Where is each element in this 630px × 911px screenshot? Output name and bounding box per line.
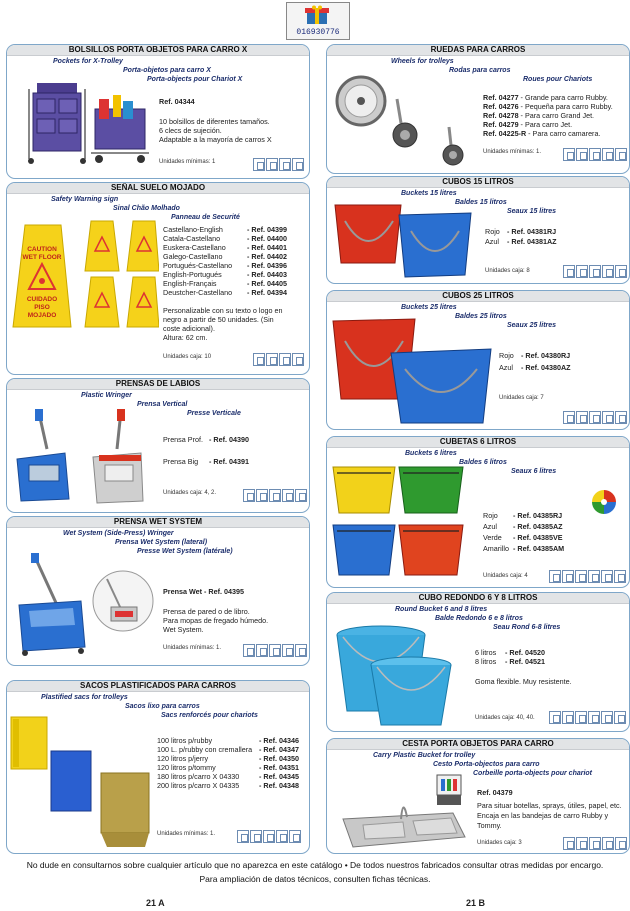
wheels-image — [331, 69, 481, 169]
title-portuguese: Baldes 6 litros — [459, 459, 507, 466]
title-french: Sacs renforcés pour chariots — [161, 712, 258, 719]
units-text: Unidades caja: 40, 40. — [475, 715, 535, 721]
title-english: Carry Plastic Bucket for trolley — [373, 752, 476, 759]
section-cubetas — [326, 436, 630, 588]
pictogram-icon — [576, 148, 588, 161]
title-french: Seaux 6 litres — [511, 468, 557, 475]
product-ref: - Ref. 04396 — [247, 261, 287, 270]
section-cubo-redondo — [326, 592, 630, 732]
product-ref: - Ref. 04399 — [247, 225, 287, 234]
pictogram-icons — [563, 411, 627, 424]
footer-note-2: Para ampliación de datos técnicos, consulten fichas técnicas. — [199, 874, 431, 884]
page-number-left: 21 A — [146, 898, 165, 908]
pictogram-icon — [589, 148, 601, 161]
sign-text: CUIDADO — [26, 296, 58, 303]
color-name: Azul — [485, 237, 499, 246]
section-sacos — [6, 680, 310, 854]
product-ref: - Ref. 04520 — [505, 648, 545, 657]
pictogram-icon — [562, 711, 574, 724]
product-ref: - Ref. 04350 — [259, 754, 299, 763]
pictogram-icon — [602, 411, 614, 424]
units-text: Unidades caja: 8 — [485, 268, 530, 274]
product-ref: - Ref. 04521 — [505, 657, 545, 666]
desc-line: Para situar botellas, sprays, útiles, papel, etc. — [477, 801, 622, 810]
section-title: SEÑAL SUELO MOJADO — [7, 183, 309, 194]
product-ref: - Ref. 04381RJ — [507, 227, 557, 236]
row-desc: - Para carro camarera. — [526, 129, 601, 138]
title-english: Buckets 25 litres — [401, 304, 457, 311]
product-ref: - Ref. 04390 — [209, 435, 249, 444]
round-buckets-image — [333, 623, 473, 729]
title-portuguese: Prensa Wet System (lateral) — [115, 539, 208, 546]
units-text: Unidades mínimas: 1. — [163, 645, 222, 651]
title-french: Corbeille porta-objects pour chariot — [473, 770, 593, 777]
product-ref: Ref. 04278 — [483, 111, 519, 120]
product-ref: Ref. 04225-R — [483, 129, 527, 138]
pockets-trolley-image — [19, 79, 154, 167]
product-ref: - Ref. 04381AZ — [507, 237, 557, 246]
section-ruedas — [326, 44, 630, 174]
units-text: Unidades caja: 3 — [477, 840, 522, 846]
pictogram-icon — [269, 644, 281, 657]
pictogram-icon — [615, 265, 627, 278]
row-desc: - Para carro Jet. — [518, 120, 573, 129]
sign-text: PISO — [34, 304, 50, 311]
color-name: Rojo — [483, 511, 498, 520]
desc-line: coste adicional). — [163, 324, 215, 333]
section-senal — [6, 182, 310, 375]
desc-line: Personalizable con su texto o logo en — [163, 306, 283, 315]
wet-system-image — [11, 553, 156, 657]
pictogram-icon — [563, 411, 575, 424]
pictogram-icon — [282, 644, 294, 657]
wheel-row — [483, 93, 608, 102]
wheel-row — [483, 120, 572, 129]
title-portuguese: Baldes 15 litros — [455, 199, 507, 206]
item-name: 180 litros p/carro X 04330 — [157, 772, 240, 781]
pictogram-icons — [243, 644, 307, 657]
color-wheel-icon — [591, 489, 617, 515]
pictogram-icon — [269, 489, 281, 502]
units-text: Unidades caja: 7 — [499, 395, 544, 401]
color-name: Verde — [483, 533, 502, 542]
wheel-row — [483, 129, 600, 138]
section-cubos-25 — [326, 290, 630, 430]
pictogram-icon — [563, 265, 575, 278]
section-title: SACOS PLASTIFICADOS PARA CARROS — [7, 681, 309, 692]
units-text: Unidades mínimas: 1. — [483, 149, 542, 155]
desc-line: 6 clecs de sujeción. — [159, 126, 222, 135]
title-portuguese: Prensa Vertical — [137, 401, 188, 408]
pictogram-icon — [562, 570, 574, 583]
pictogram-icon — [250, 830, 262, 843]
title-french: Seaux 25 litres — [507, 322, 557, 329]
size-name: 8 litros — [475, 657, 497, 666]
pictogram-icon — [549, 711, 561, 724]
lang-label: Euskera-Castellano — [163, 243, 226, 252]
product-ref: - Ref. 04380AZ — [521, 363, 571, 372]
product-ref: - Ref. 04385VE — [513, 533, 563, 542]
pictogram-icons — [563, 148, 627, 161]
page-number-right: 21 B — [466, 898, 486, 908]
trolley-sacs-image — [9, 715, 154, 849]
desc-line: Para mopas de fregado húmedo. — [163, 616, 269, 625]
title-portuguese: Sacos lixo para carros — [125, 703, 200, 710]
title-french: Seau Rond 6-8 litres — [493, 624, 561, 631]
title-english: Plastified sacs for trolleys — [41, 694, 128, 701]
sign-text: WET FLOOR — [22, 254, 62, 261]
item-name: Prensa Big — [163, 457, 199, 466]
title-english: Safety Warning sign — [51, 196, 119, 203]
buckets-6-image — [331, 463, 471, 583]
pictogram-icon — [253, 158, 265, 171]
pictogram-icon — [588, 570, 600, 583]
pictogram-icon — [292, 158, 304, 171]
product-ref: Ref. 04344 — [159, 97, 195, 106]
pictogram-icon — [279, 158, 291, 171]
desc-line: 10 bolsillos de diferentes tamaños. — [159, 117, 270, 126]
product-ref: - Ref. 04347 — [259, 745, 299, 754]
pictogram-icon — [602, 148, 614, 161]
carry-bucket-image — [333, 767, 473, 851]
title-portuguese: Baldes 25 litros — [455, 313, 507, 320]
color-name: Azul — [499, 363, 513, 372]
pictogram-icon — [243, 489, 255, 502]
title-french: Porta-objects pour Chariot X — [147, 76, 243, 83]
section-title: CUBETAS 6 LITROS — [327, 437, 629, 448]
gift-box-icon — [303, 5, 331, 25]
section-cesta — [326, 738, 630, 854]
product-ref: - Ref. 04403 — [247, 270, 287, 279]
item-name: 120 litros p/jerry — [157, 754, 209, 763]
pictogram-icon — [589, 837, 601, 850]
pictogram-icon — [602, 837, 614, 850]
wet-floor-signs-image — [9, 219, 159, 329]
wheel-row — [483, 111, 594, 120]
title-portuguese: Cesto Porta-objectos para carro — [433, 761, 540, 768]
item-name: 120 litros p/tommy — [157, 763, 216, 772]
section-title: CESTA PORTA OBJETOS PARA CARRO — [327, 739, 629, 750]
pictogram-icon — [282, 489, 294, 502]
pictogram-icons — [549, 711, 626, 724]
row-desc: - Para carro Grand Jet. — [518, 111, 595, 120]
pictogram-icon — [563, 148, 575, 161]
pictogram-icon — [256, 644, 268, 657]
pictogram-icons — [253, 353, 304, 366]
product-ref: - Ref. 04385AZ — [513, 522, 563, 531]
desc-line: Altura: 62 cm. — [163, 333, 208, 342]
desc-line: Encaja en las bandejas de carro Rubby y — [477, 811, 609, 820]
product-ref: - Ref. 04391 — [209, 457, 249, 466]
units-text: Unidades caja: 10 — [163, 354, 212, 360]
pictogram-icon — [576, 837, 588, 850]
desc-line: Goma flexible. Muy resistente. — [475, 677, 572, 686]
title-french: Panneau de Securité — [171, 214, 240, 221]
product-ref: - Ref. 04385RJ — [513, 511, 563, 520]
product-ref: - Ref. 04400 — [247, 234, 287, 243]
product-ref: - Ref. 04405 — [247, 279, 287, 288]
product-ref: - Ref. 04351 — [259, 763, 299, 772]
lang-label: Portugués-Castellano — [163, 261, 233, 270]
section-title: RUEDAS PARA CARROS — [327, 45, 629, 56]
pictogram-icon — [295, 644, 307, 657]
item-name: 200 litros p/carro X 04335 — [157, 781, 240, 790]
units-text: Unidades caja: 4, 2. — [163, 490, 217, 496]
pictogram-icons — [563, 837, 627, 850]
wringer-image — [13, 409, 153, 505]
pictogram-icon — [256, 489, 268, 502]
product-line: Prensa Wet - Ref. 04395 — [163, 587, 244, 596]
product-ref: - Ref. 04394 — [247, 288, 287, 297]
pictogram-icon — [292, 353, 304, 366]
title-french: Presse Verticale — [187, 410, 241, 417]
pictogram-icon — [589, 411, 601, 424]
product-ref: Ref. 04379 — [477, 788, 513, 797]
pictogram-icon — [576, 411, 588, 424]
size-name: 6 litros — [475, 648, 497, 657]
pictogram-icon — [602, 265, 614, 278]
units-text: Unidades mínimas: 1. — [157, 831, 216, 837]
pictogram-icons — [237, 830, 301, 843]
title-english: Pockets for X-Trolley — [53, 58, 123, 65]
section-prensas — [6, 378, 310, 513]
pictogram-icon — [276, 830, 288, 843]
pictogram-icon — [563, 837, 575, 850]
product-ref: Ref. 04279 — [483, 120, 519, 129]
row-desc: - Pequeña para carro Rubby. — [518, 102, 613, 111]
lang-label: Castellano-English — [163, 225, 223, 234]
section-title: CUBOS 15 LITROS — [327, 177, 629, 188]
section-title: CUBO REDONDO 6 Y 8 LITROS — [327, 593, 629, 604]
pictogram-icon — [266, 353, 278, 366]
title-english: Buckets 6 litres — [405, 450, 457, 457]
title-portuguese: Sinal Chão Molhado — [113, 205, 180, 212]
title-english: Plastic Wringer — [81, 392, 132, 399]
section-wet-system — [6, 516, 310, 666]
product-ref: - Ref. 04401 — [247, 243, 287, 252]
title-french: Presse Wet System (latérale) — [137, 548, 233, 555]
sign-text: CAUTION — [27, 246, 57, 253]
pictogram-icon — [614, 711, 626, 724]
item-name: Prensa Prof. — [163, 435, 203, 444]
title-portuguese: Porta-objetos para carro X — [123, 67, 211, 74]
catalog-code-badge — [286, 2, 350, 40]
wheel-row — [483, 102, 613, 111]
pictogram-icon — [615, 148, 627, 161]
pictogram-icon — [295, 489, 307, 502]
title-french: Seaux 15 litres — [507, 208, 557, 215]
title-french: Roues pour Chariots — [523, 76, 593, 83]
title-portuguese: Balde Redondo 6 e 8 litros — [435, 615, 523, 622]
pictogram-icon — [253, 353, 265, 366]
catalog-code: 016930776 — [296, 28, 340, 37]
title-english: Wet System (Side-Press) Wringer — [63, 530, 174, 537]
section-cubos-15 — [326, 176, 630, 284]
product-ref: - Ref. 04380RJ — [521, 351, 571, 360]
title-english: Wheels for trolleys — [391, 58, 454, 65]
section-title: PRENSA WET SYSTEM — [7, 517, 309, 528]
pictogram-icon — [243, 644, 255, 657]
pictogram-icons — [549, 570, 626, 583]
buckets-15-image — [331, 201, 481, 281]
pictogram-icon — [589, 265, 601, 278]
buckets-25-image — [331, 315, 496, 425]
pictogram-icon — [289, 830, 301, 843]
desc-line: Wet System. — [163, 625, 204, 634]
lang-label: Deustcher-Castellano — [163, 288, 233, 297]
color-name: Rojo — [485, 227, 500, 236]
pictogram-icon — [279, 353, 291, 366]
product-ref: Ref. 04277 — [483, 93, 519, 102]
pictogram-icon — [615, 837, 627, 850]
units-text: Unidades caja: 4 — [483, 573, 528, 579]
product-ref: - Ref. 04346 — [259, 736, 299, 745]
pictogram-icon — [588, 711, 600, 724]
pictogram-icon — [575, 711, 587, 724]
footer-note: No dude en consultarnos sobre cualquier artículo que no aparezca en este catálogo • De todos nuestros fabricados consultar otras medidas por encargo. — [26, 860, 604, 870]
pictogram-icon — [266, 158, 278, 171]
desc-line: Adaptable a la mayoría de carros X — [159, 135, 272, 144]
pictogram-icon — [549, 570, 561, 583]
pictogram-icon — [615, 411, 627, 424]
color-name: Amarillo — [483, 544, 509, 553]
desc-line: Tommy. — [477, 821, 502, 830]
product-ref: - Ref. 04385AM — [513, 544, 565, 553]
product-ref: Ref. 04276 — [483, 102, 519, 111]
pictogram-icon — [601, 711, 613, 724]
item-name: 100 litros p/rubby — [157, 736, 213, 745]
title-english: Round Bucket 6 and 8 litres — [395, 606, 488, 613]
pictogram-icon — [263, 830, 275, 843]
pictogram-icons — [563, 265, 627, 278]
lang-label: English-Portugués — [163, 270, 222, 279]
lang-label: Galego-Castellano — [163, 252, 223, 261]
product-ref: - Ref. 04348 — [259, 781, 299, 790]
title-portuguese: Rodas para carros — [449, 67, 511, 74]
pictogram-icons — [243, 489, 307, 502]
units-text: Unidades mínimas: 1 — [159, 159, 216, 165]
color-name: Rojo — [499, 351, 514, 360]
pictogram-icon — [614, 570, 626, 583]
section-title: CUBOS 25 LITROS — [327, 291, 629, 302]
title-english: Buckets 15 litres — [401, 190, 457, 197]
pictogram-icon — [237, 830, 249, 843]
product-ref: - Ref. 04402 — [247, 252, 287, 261]
item-name: 100 L. p/rubby con cremallera — [157, 745, 253, 754]
pictogram-icon — [576, 265, 588, 278]
section-bolsillos — [6, 44, 310, 179]
desc-line: negro a partir de 50 unidades. (Sin — [163, 315, 274, 324]
pictogram-icon — [575, 570, 587, 583]
product-ref: - Ref. 04345 — [259, 772, 299, 781]
lang-label: English-Français — [163, 279, 217, 288]
pictogram-icons — [253, 158, 304, 171]
color-name: Azul — [483, 522, 497, 531]
desc-line: Prensa de pared o de libro. — [163, 607, 250, 616]
row-desc: - Grande para carro Rubby. — [518, 93, 608, 102]
section-title: BOLSILLOS PORTA OBJETOS PARA CARRO X — [7, 45, 309, 56]
sign-text: MOJADO — [27, 312, 57, 319]
section-title: PRENSAS DE LABIOS — [7, 379, 309, 390]
lang-label: Catala-Castellano — [163, 234, 221, 243]
pictogram-icon — [601, 570, 613, 583]
